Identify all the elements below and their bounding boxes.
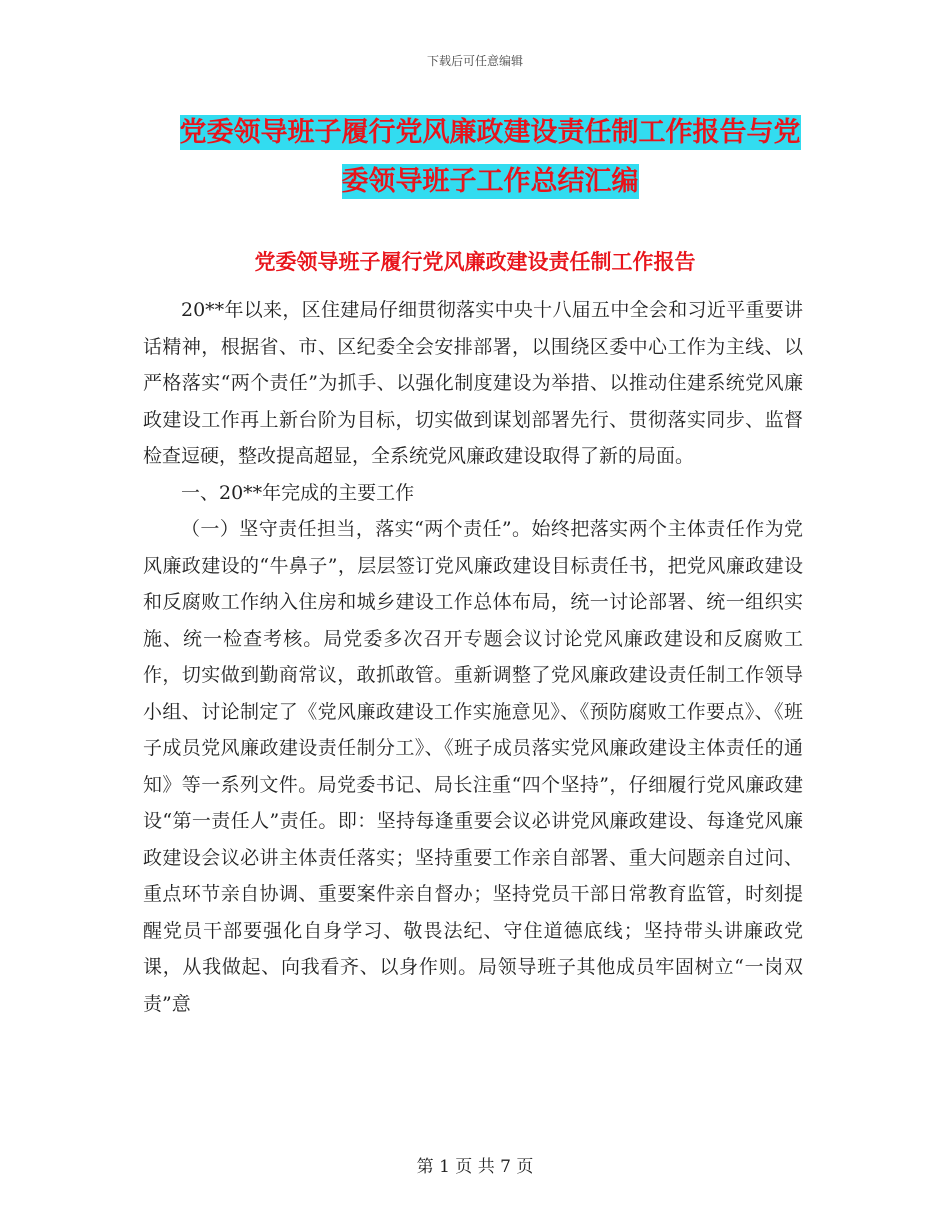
page-header-note: 下载后可任意编辑: [426, 54, 523, 68]
document-title: [140, 108, 840, 206]
section-title: 党委领导班子履行党风廉政建设责任制工作报告: [254, 250, 696, 274]
page-number: 第 1 页 共 7 页: [416, 1157, 534, 1177]
document-title-line-2: 委领导班子工作总结汇编: [341, 166, 639, 197]
section-heading: 一、20**年完成的主要工作: [181, 481, 415, 504]
document-body: [143, 292, 803, 1022]
intro-paragraph: 20**年以来，区住建局仔细贯彻落实中央十八届五中全会和习近平重要讲话精神，根据省、市、区纪委全会安排部署，以围绕区委中心工作为主线、以严格落实“两个责任”为抓手、以强化制度建设为举措、以推动住建系统党风廉政建设工作再上新台阶为目标，切实做到谋划部署先行、贯彻落实同步、监督检查逗硬，整改提高超显，全系统党风廉政建设取得了新的局面。: [143, 299, 803, 467]
document-title-line-1: 党委领导班子履行党风廉政建设责任制工作报告与党: [179, 117, 801, 148]
body-paragraph: （一）坚守责任担当，落实“两个责任”。始终把落实两个主体责任作为党风廉政建设的“牛鼻子”，层层签订党风廉政建设目标责任书，把党风廉政建设和反腐败工作纳入住房和城乡建设工作总体布局，统一讨论部署、统一组织实施、统一检查考核。局党委多次召开专题会议讨论党风廉政建设和反腐败工作，切实做到勤商常议，敢抓敢管。重新调整了党风廉政建设责任制工作领导小组、讨论制定了《党风廉政建设工作实施意见》、《预防腐败工作要点》、《班子成员党风廉政建设责任制分工》、《班子成员落实党风廉政建设主体责任的通知》等一系列文件。局党委书记、局长注重“四个坚持”，仔细履行党风廉政建设“第一责任人”责任。即：坚持每逢重要会议必讲党风廉政建设、每逢党风廉政建设会议必讲主体责任落实；坚持重要工作亲自部署、重大问题亲自过问、重点环节亲自协调、重要案件亲自督办；坚持党员干部日常教育监管，时刻提醒党员干部要强化自身学习、敬畏法纪、守住道德底线；坚持带头讲廉政党课，从我做起、向我看齐、以身作则。局领导班子其他成员牢固树立“一岗双责”意: [143, 518, 803, 1015]
